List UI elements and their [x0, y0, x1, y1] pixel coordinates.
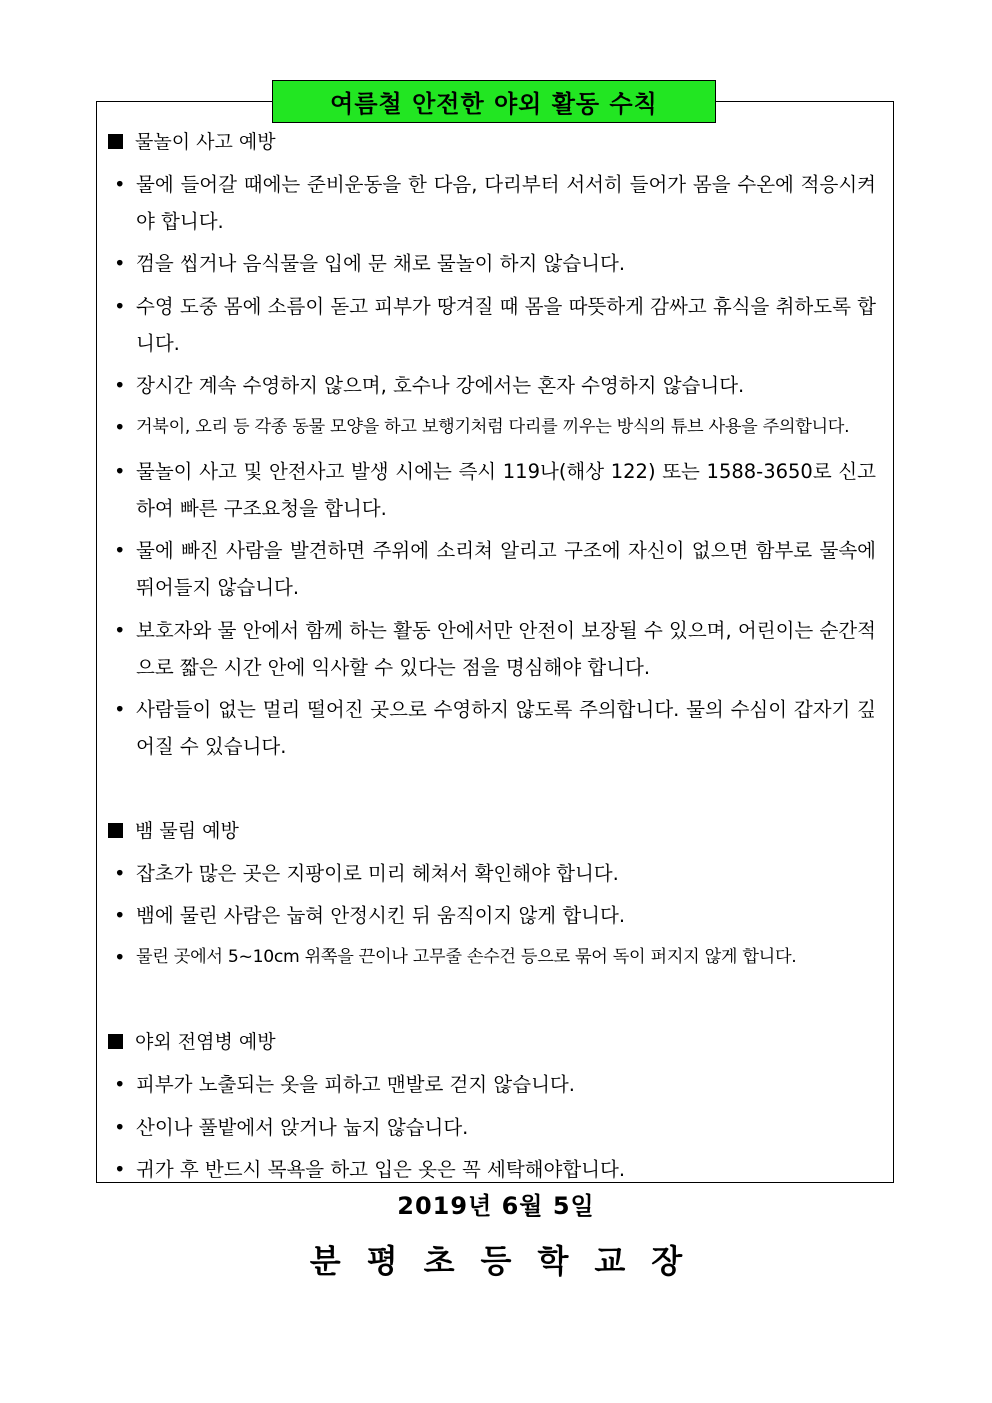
list-item: • 뱀에 물린 사람은 눕혀 안정시킨 뒤 움직이지 않게 합니다. [114, 904, 626, 927]
square-bullet-icon [108, 823, 123, 838]
school-signature: 분평초등학교장 [309, 1242, 709, 1280]
list-item: • 보호자와 물 안에서 함께 하는 활동 안에서만 안전이 보장될 수 있으며, 어린이는 순간적으로 짧은 시간 안에 익사할 수 있다는 점을 명심해야 합니다. [114, 619, 876, 679]
section-heading-disease: 야외 전염병 예방 [108, 1030, 276, 1054]
list-item: • 피부가 노출되는 옷을 피하고 맨발로 걷지 않습니다. [114, 1073, 575, 1096]
issue-date: 2019년 6월 5일 [397, 1192, 595, 1220]
square-bullet-icon [108, 1034, 123, 1049]
list-item: • 물에 들어갈 때에는 준비운동을 한 다음, 다리부터 서서히 들어가 몸을 수온에 적응시켜야 합니다. [114, 173, 876, 233]
list-item: • 거북이, 오리 등 각종 동물 모양을 하고 보행기처럼 다리를 끼우는 방식의 튜브 사용을 주의합니다. [114, 416, 850, 439]
list-item: • 껌을 씹거나 음식물을 입에 문 채로 물놀이 하지 않습니다. [114, 252, 626, 275]
square-bullet-icon [108, 134, 123, 149]
list-item: • 사람들이 없는 멀리 떨어진 곳으로 수영하지 않도록 주의합니다. 물의 수심이 갑자기 깊어질 수 있습니다. [114, 698, 876, 758]
section-heading-snake: 뱀 물림 예방 [108, 819, 239, 843]
list-item: • 귀가 후 반드시 목욕을 하고 입은 옷은 꼭 세탁해야합니다. [114, 1158, 626, 1181]
notice-title: 여름철 안전한 야외 활동 수칙 [272, 80, 716, 123]
list-item: • 잡초가 많은 곳은 지팡이로 미리 헤쳐서 확인해야 합니다. [114, 862, 619, 885]
list-item: • 산이나 풀밭에서 앉거나 눕지 않습니다. [114, 1116, 469, 1139]
list-item: • 물린 곳에서 5~10cm 위쪽을 끈이나 고무줄 손수건 등으로 묶어 독이 퍼지지 않게 합니다. [114, 946, 797, 969]
list-item: • 수영 도중 몸에 소름이 돋고 피부가 땅겨질 때 몸을 따뜻하게 감싸고 휴식을 취하도록 합니다. [114, 295, 876, 355]
section-heading-water: 물놀이 사고 예방 [108, 130, 276, 154]
list-item: • 물놀이 사고 및 안전사고 발생 시에는 즉시 119나(해상 122) 또는 1588-3650로 신고하여 빠른 구조요청을 합니다. [114, 460, 876, 520]
list-item: • 장시간 계속 수영하지 않으며, 호수나 강에서는 혼자 수영하지 않습니다. [114, 374, 745, 397]
list-item: • 물에 빠진 사람을 발견하면 주위에 소리쳐 알리고 구조에 자신이 없으면 함부로 물속에 뛰어들지 않습니다. [114, 539, 876, 599]
